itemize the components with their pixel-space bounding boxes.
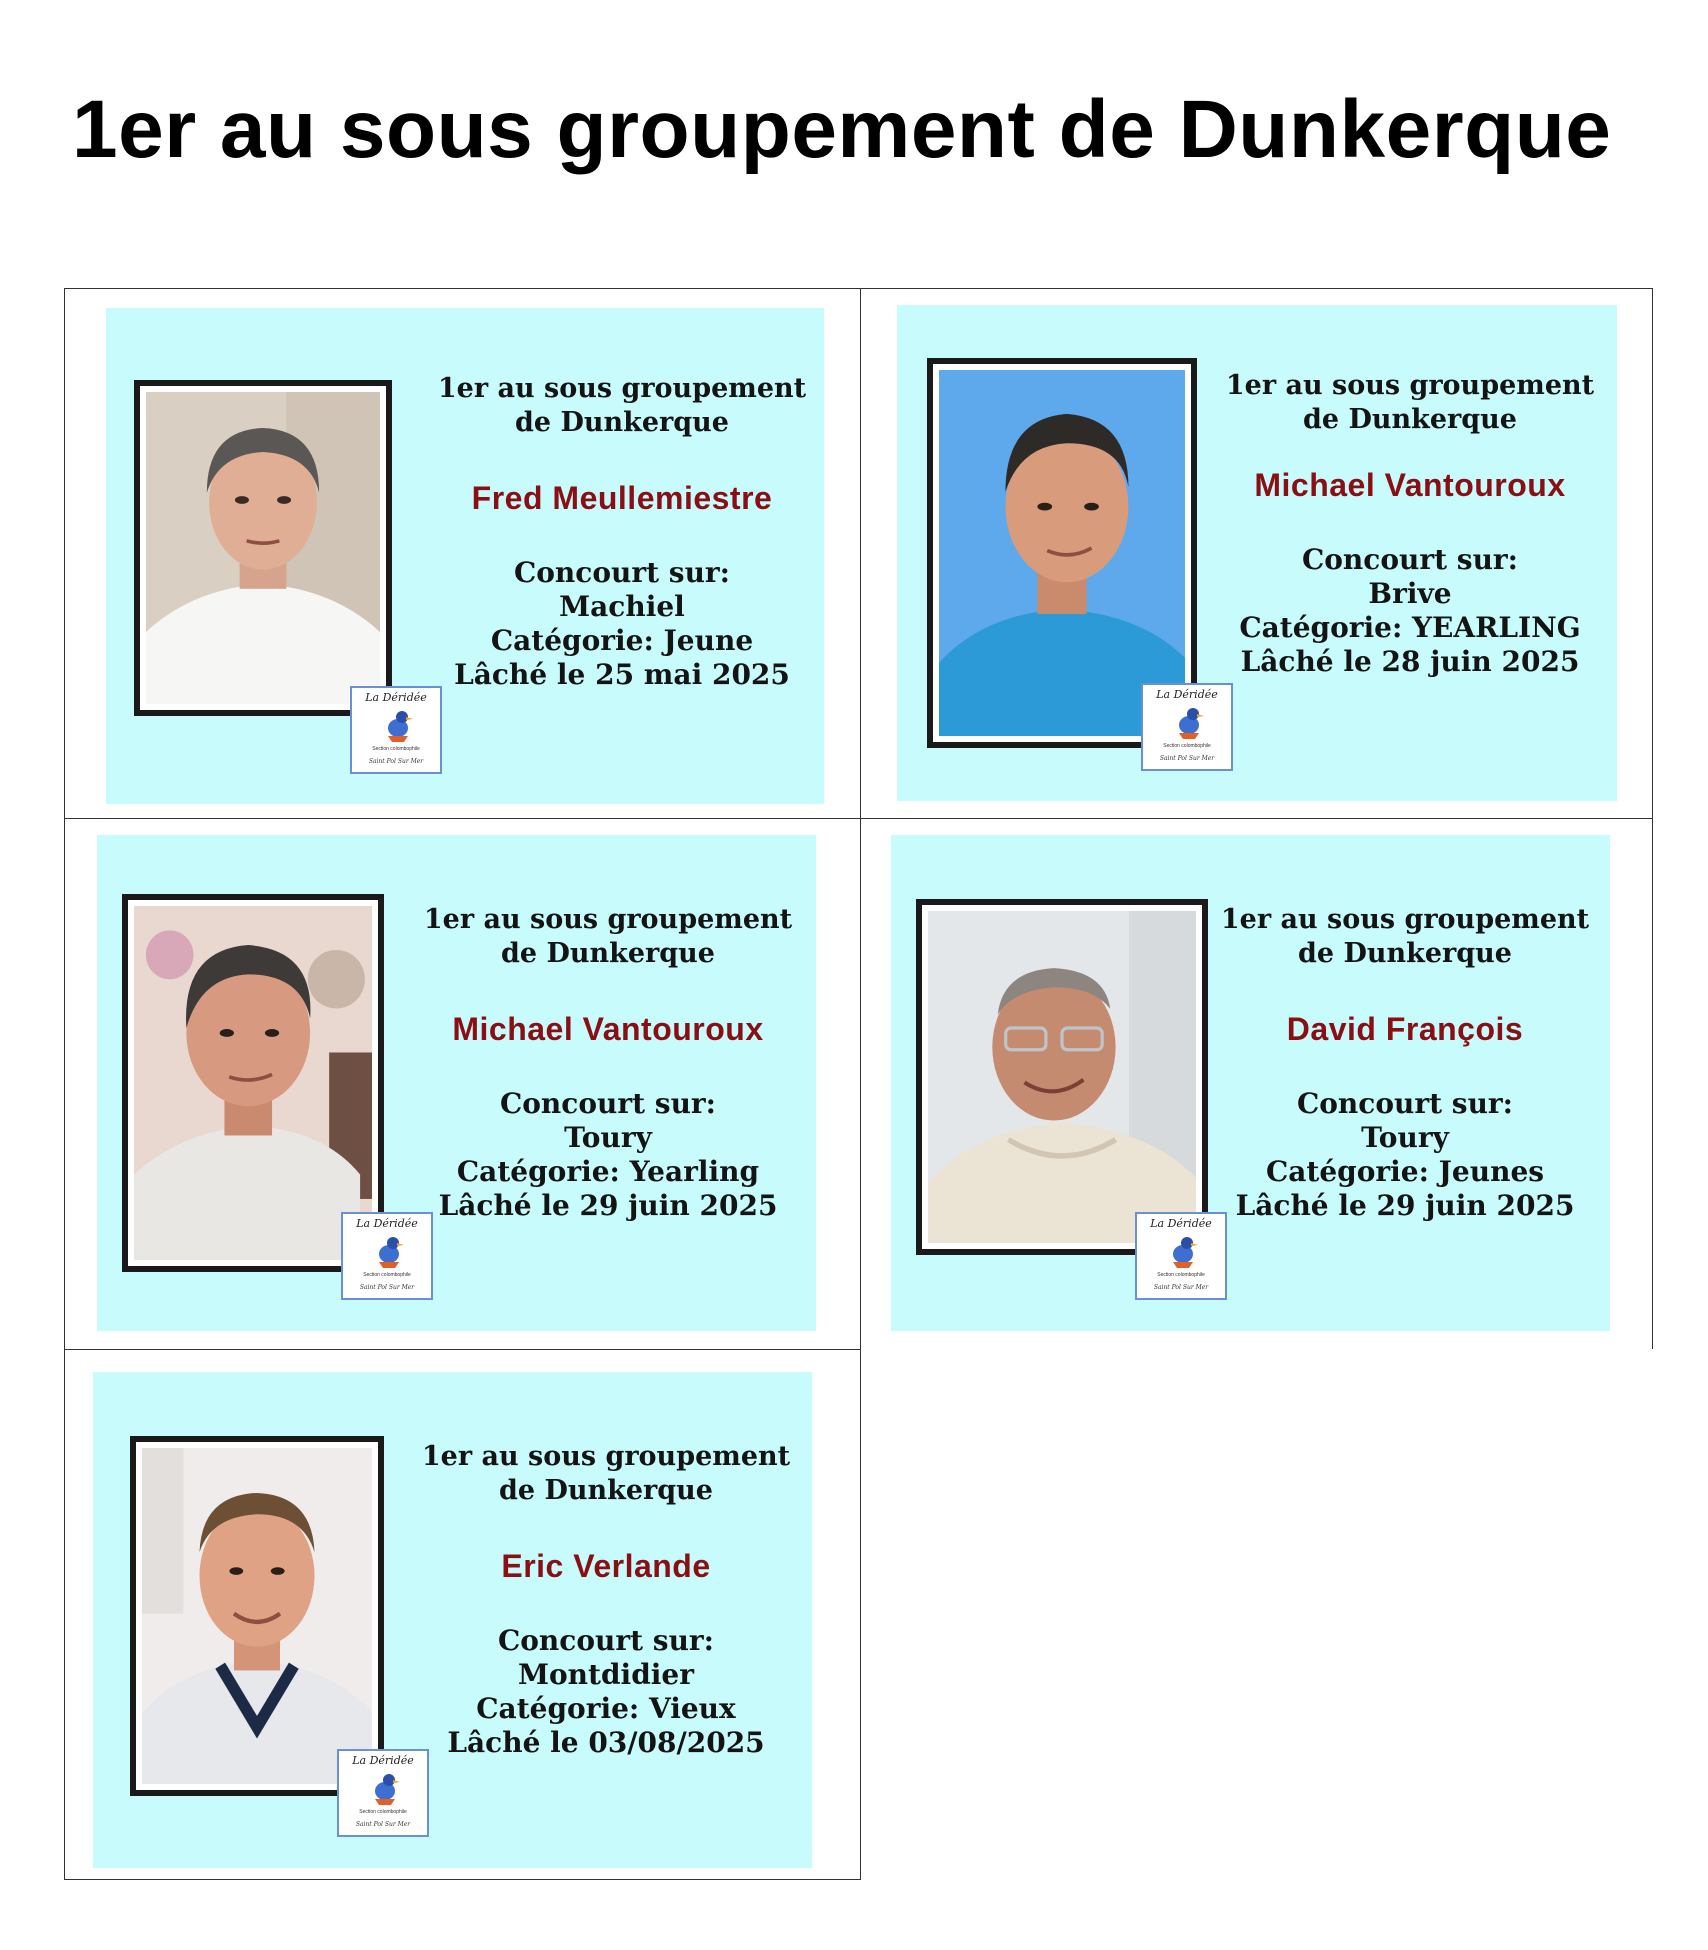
race-location: Toury (564, 1121, 652, 1154)
club-logo: La Déridée Section colombophile Saint Pol Sur Mer (1141, 683, 1233, 771)
winner-name: David François (1286, 1011, 1524, 1047)
winner-name: Fred Meullemiestre (471, 480, 773, 516)
card-heading-line-1: 1er au sous groupement (423, 904, 793, 935)
club-logo: La Déridée Section colombophile Saint Pol Sur Mer (337, 1749, 429, 1837)
winner-card (891, 835, 1610, 1331)
release-date: Lâché le 29 juin 2025 (1235, 1189, 1575, 1222)
race-location: Montdidier (518, 1658, 694, 1691)
race-category: Catégorie: Vieux (476, 1692, 736, 1725)
winner-card (93, 1372, 812, 1868)
race-category: Catégorie: Jeunes (1265, 1155, 1545, 1188)
concours-label: Concourt sur: (499, 1087, 717, 1120)
pigeon-icon (380, 706, 416, 744)
table-divider-row-1 (64, 818, 1653, 819)
release-date: Lâché le 03/08/2025 (447, 1726, 765, 1759)
winner-card (106, 308, 824, 804)
portrait-photo (916, 899, 1208, 1255)
release-date: Lâché le 28 juin 2025 (1240, 645, 1580, 678)
portrait-photo (130, 1436, 384, 1796)
pigeon-icon (1165, 1232, 1201, 1270)
card-heading-line-2: de Dunkerque (499, 1475, 713, 1506)
card-heading-line-2: de Dunkerque (1303, 404, 1517, 435)
race-location: Toury (1361, 1121, 1449, 1154)
release-date: Lâché le 25 mai 2025 (454, 658, 790, 691)
page-title: 1er au sous groupement de Dunkerque (72, 84, 1612, 175)
winner-name: Michael Vantouroux (452, 1011, 764, 1047)
card-text (432, 372, 812, 692)
card-heading-line-1: 1er au sous groupement (1220, 904, 1590, 935)
race-category: Catégorie: Jeune (490, 624, 754, 657)
card-heading-line-2: de Dunkerque (1298, 938, 1512, 969)
concours-label: Concourt sur: (1296, 1087, 1514, 1120)
release-date: Lâché le 29 juin 2025 (438, 1189, 778, 1222)
concours-label: Concourt sur: (1301, 543, 1519, 576)
card-heading-line-1: 1er au sous groupement (421, 1441, 791, 1472)
table-border-right (1652, 288, 1653, 1349)
pigeon-icon (1171, 703, 1207, 741)
table-border-top (64, 288, 1653, 289)
table-border-bottom (64, 1879, 861, 1880)
winner-card (897, 305, 1617, 801)
card-text (1205, 903, 1605, 1223)
portrait-photo (134, 380, 392, 716)
club-logo: La Déridée Section colombophile Saint Pol Sur Mer (1135, 1212, 1227, 1300)
table-divider-column (860, 288, 861, 1880)
club-logo: La Déridée Section colombophile Saint Pol Sur Mer (350, 686, 442, 774)
race-category: Catégorie: YEARLING (1239, 611, 1581, 644)
pigeon-icon (371, 1232, 407, 1270)
concours-label: Concourt sur: (497, 1624, 715, 1657)
table-divider-row-2 (64, 1349, 861, 1350)
concours-label: Concourt sur: (513, 556, 731, 589)
card-text (411, 1440, 801, 1760)
race-category: Catégorie: Yearling (456, 1155, 760, 1188)
club-logo: La Déridée Section colombophile Saint Pol Sur Mer (341, 1212, 433, 1300)
card-heading-line-1: 1er au sous groupement (437, 373, 807, 404)
card-text (413, 903, 803, 1223)
race-location: Brive (1368, 577, 1452, 610)
card-text (1215, 369, 1605, 679)
winner-name: Eric Verlande (501, 1548, 711, 1584)
winner-card (97, 835, 816, 1331)
card-heading-line-2: de Dunkerque (501, 938, 715, 969)
card-heading-line-1: 1er au sous groupement (1225, 370, 1595, 401)
pigeon-icon (367, 1769, 403, 1807)
race-location: Machiel (559, 590, 685, 623)
card-heading-line-2: de Dunkerque (515, 407, 729, 438)
winner-name: Michael Vantouroux (1254, 467, 1566, 503)
table-border-left (64, 288, 65, 1880)
